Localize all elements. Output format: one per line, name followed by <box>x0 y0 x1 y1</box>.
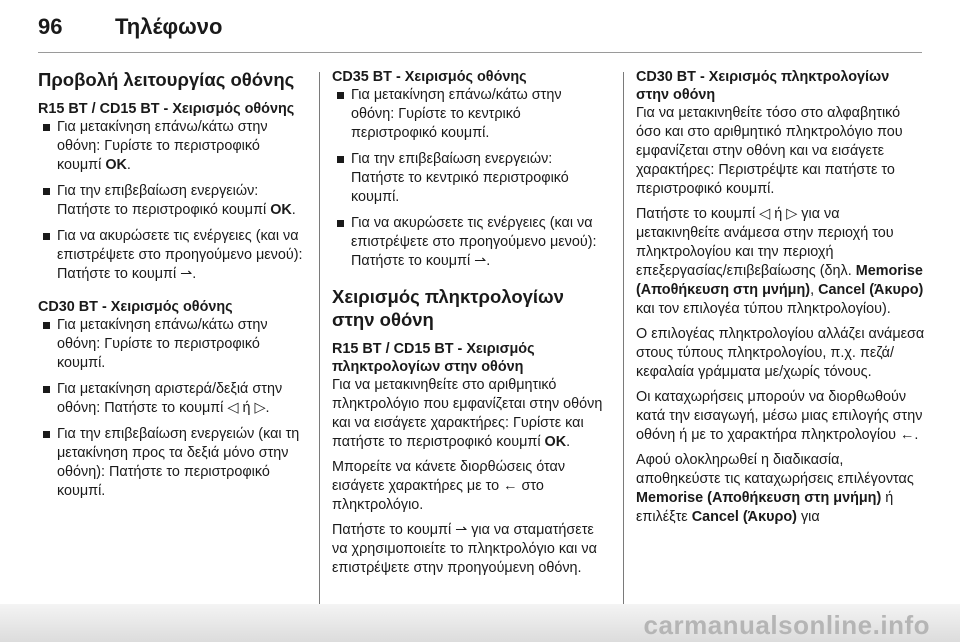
section-heading: Προβολή λειτουργίας οθόνης <box>38 69 295 90</box>
list-item-text: Για μετακίνηση επάνω/κάτω στην οθόνη: Γυρίστε το κεντρικό περιστροφικό κουμπί. <box>351 87 562 141</box>
bullet-list <box>38 316 306 501</box>
subsection-title: R15 BT / CD15 BT - Χειρισμός πληκτρολογίων στην οθόνη <box>332 341 535 375</box>
subsection-title: CD30 BT - Χειρισμός πληκτρολογίων στην οθόνη <box>636 69 890 103</box>
paragraph: Για να μετακινηθείτε στο αριθμητικό πληκτρολόγιο που εμφανίζεται στην οθόνη και να εισάγετε χαρακτήρες: Γυρίστε και πατήστε το περιστροφικό κουμπί OK. <box>332 377 603 450</box>
paragraph: Πατήστε το κουμπί ⇀ για να σταματήσετε να χρησιμοποιείτε το πληκτρολόγιο και να επιστρέψετε στην προηγούμενη οθόνη. <box>332 522 597 576</box>
list-item <box>332 214 608 271</box>
paragraph <box>636 205 926 319</box>
list-item-text: Για να ακυρώσετε τις ενέργειες (και να επιστρέψετε στο προηγούμενο μενού): Πατήστε το κουμπί ⇀. <box>351 215 597 269</box>
list-item <box>332 150 608 207</box>
column-1 <box>38 68 306 515</box>
paragraph-text: Πατήστε το κουμπί ◁ ή ▷ για να μετακινηθείτε ανάμεσα στην περιοχή του πληκτρολογίου και την περιοχή επεξεργασίας/επιβεβαίωσης (δηλ. <box>636 206 894 279</box>
paragraph-text: ή επιλέξτε <box>636 490 894 525</box>
section-cd30-display <box>38 298 306 501</box>
list-item <box>38 425 306 501</box>
paragraph: Για να μετακινηθείτε τόσο στο αλφαβητικό όσο και στο αριθμητικό πληκτρολόγιο που εμφανίζεται στην οθόνη και να εισάγετε χαρακτήρες: Περιστρέψτε και πατήστε το περιστροφικό κουμπί. <box>636 105 903 197</box>
bullet-list <box>332 86 608 271</box>
subsection-title: CD35 BT - Χειρισμός οθόνης <box>332 69 527 85</box>
page-title: Τηλέφωνο <box>115 14 223 39</box>
column-divider <box>319 72 320 608</box>
list-item <box>38 316 306 373</box>
list-item <box>38 227 306 284</box>
subsection-title: R15 BT / CD15 BT - Χειρισμός οθόνης <box>38 101 295 117</box>
section-r15-keyboard <box>332 340 608 578</box>
page-number: 96 <box>38 14 63 39</box>
cancel-label: Cancel (Άκυρο) <box>691 509 797 525</box>
bullet-list <box>38 118 306 284</box>
paragraph-text: Για να μετακινηθείτε στο αριθμητικό πληκτρολόγιο που εμφανίζεται στην οθόνη και να εισάγετε χαρακτήρες: Γυρίστε και πατήστε το περιστροφικό κουμπί <box>332 377 603 450</box>
list-item: Για μετακίνηση επάνω/κάτω στην οθόνη: Γυρίστε το περιστροφικό κουμπί OK. <box>38 118 306 175</box>
header-rule <box>38 52 922 53</box>
paragraph: Οι καταχωρήσεις μπορούν να διορθωθούν κατά την εισαγωγή, μέσω μιας επιλογής στην οθόνη ή με το χαρακτήρα πληκτρολογίου ←. <box>636 389 923 443</box>
list-item <box>332 86 608 143</box>
paragraph: Ο επιλογέας πληκτρολογίου αλλάζει ανάμεσα στους τύπους πληκτρολογίου, π.χ. πεζά/κεφαλαία γράμματα με/χωρίς τόνους. <box>636 326 925 380</box>
list-item-text: Για μετακίνηση αριστερά/δεξιά στην οθόνη: Πατήστε το κουμπί ◁ ή ▷. <box>57 381 283 416</box>
memorise-label: Memorise (Αποθήκευση στη μνήμη) <box>636 490 882 506</box>
list-item-text: Για να ακυρώσετε τις ενέργειες (και να επιστρέψετε στο προηγούμενο μενού): Πατήστε το κουμπί ⇀. <box>57 228 303 282</box>
list-item-text: Για την επιβεβαίωση ενεργειών: Πατήστε το περιστροφικό κουμπί <box>57 183 271 218</box>
section-heading: Χειρισμός πληκτρολογίων στην οθόνη <box>332 286 564 330</box>
list-item-text: Για την επιβεβαίωση ενεργειών: Πατήστε το κεντρικό περιστροφικό κουμπί. <box>351 151 569 205</box>
paragraph <box>636 451 926 527</box>
page-header <box>0 0 960 54</box>
column-3 <box>636 68 926 533</box>
cancel-label: Cancel (Άκυρο) <box>818 282 924 298</box>
memorise-label: Memorise (Αποθήκευση στη μνήμη) <box>636 263 923 298</box>
watermark-text: carmanualsonline.info <box>643 610 930 640</box>
section-cd35-display <box>332 68 608 271</box>
list-item-text: Για την επιβεβαίωση ενεργειών (και τη μετακίνηση προς τα δεξιά μόνο στην οθόνη): Πατήστε το περιστροφικό κουμπί. <box>57 426 300 499</box>
watermark-bar <box>0 604 960 642</box>
section-r15-display <box>38 100 306 284</box>
list-item: Για την επιβεβαίωση ενεργειών: Πατήστε το περιστροφικό κουμπί OK. <box>38 182 306 220</box>
list-item-text: Για μετακίνηση επάνω/κάτω στην οθόνη: Γυρίστε το περιστροφικό κουμπί. <box>57 317 268 371</box>
column-2 <box>332 68 608 584</box>
subsection-title: CD30 BT - Χειρισμός οθόνης <box>38 299 233 315</box>
paragraph-text: , <box>810 282 819 298</box>
paragraph-text: για <box>796 509 820 525</box>
ok-label: OK <box>270 202 292 218</box>
paragraph: Μπορείτε να κάνετε διορθώσεις όταν εισάγετε χαρακτήρες με το ← στο πληκτρολόγιο. <box>332 459 566 513</box>
paragraph-text: Αφού ολοκληρωθεί η διαδικασία, αποθηκεύστε τις καταχωρήσεις επιλέγοντας <box>636 452 914 487</box>
column-divider <box>623 72 624 608</box>
list-item <box>38 380 306 418</box>
ok-label: OK <box>105 157 127 173</box>
ok-label: OK <box>544 434 567 450</box>
list-item-text: Για μετακίνηση επάνω/κάτω στην οθόνη: Γυρίστε το περιστροφικό κουμπί <box>57 119 268 173</box>
paragraph-text: και τον επιλογέα τύπου πληκτρολογίου). <box>636 301 891 317</box>
